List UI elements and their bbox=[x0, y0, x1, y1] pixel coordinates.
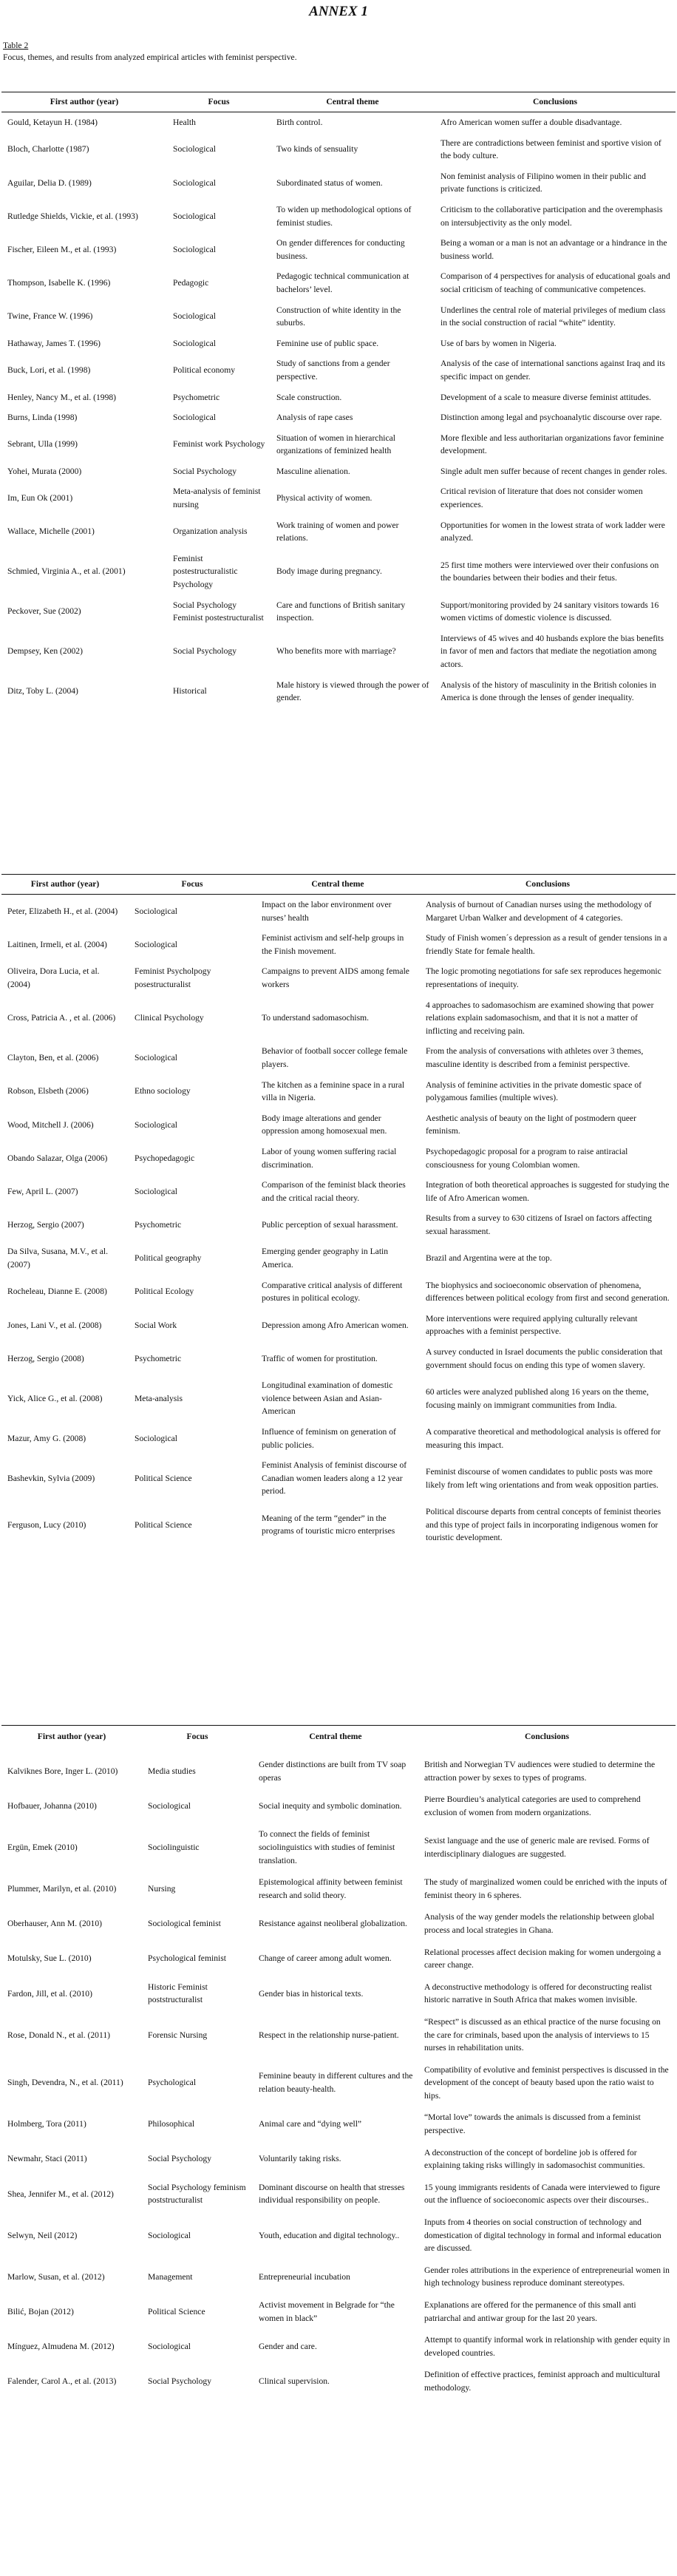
table-row bbox=[1, 1342, 676, 1375]
table-row bbox=[1, 481, 676, 515]
cell-first-author: Twine, France W. (1996) bbox=[7, 311, 93, 322]
cell-conclusions: A deconstruction of the concept of bordeline job is offered for explaining taking risks willingly in sadomasochist communities. bbox=[424, 2147, 645, 2171]
cell-focus: Social Psychology bbox=[173, 466, 237, 476]
cell-central-theme: Respect in the relationship nurse-patient. bbox=[259, 2030, 399, 2040]
header-first-author: First author (year) bbox=[30, 879, 100, 889]
cell-conclusions: Gender roles attributions in the experience of entrepreneurial women in high technology business reproduce dominant stereotypes. bbox=[424, 2265, 670, 2288]
cell-focus: Ethno sociology bbox=[135, 1086, 191, 1097]
cell-focus: Forensic Nursing bbox=[148, 2030, 208, 2040]
table-row bbox=[1, 995, 676, 1042]
cell-conclusions: Integration of both theoretical approaches is suggested for studying the life of Afro American women. bbox=[426, 1180, 670, 1203]
cell-first-author: Rutledge Shields, Vickie, et al. (1993) bbox=[7, 211, 138, 221]
table-row bbox=[1, 515, 676, 549]
cell-conclusions: Definition of effective practices, feminist approach and multicultural methodology. bbox=[424, 2370, 661, 2393]
cell-conclusions: Development of a scale to measure diverse feminist attitudes. bbox=[440, 392, 651, 402]
cell-first-author: Ferguson, Lucy (2010) bbox=[7, 1519, 86, 1530]
cell-central-theme: To widen up methodological options of feminist studies. bbox=[276, 204, 412, 228]
cell-central-theme: Youth, education and digital technology.. bbox=[259, 2230, 400, 2240]
cell-focus: Psychopedagogic bbox=[135, 1153, 195, 1163]
cell-central-theme: Comparative critical analysis of different postures in political ecology. bbox=[262, 1280, 403, 1304]
cell-conclusions: A survey conducted in Israel documents the public consideration that government should focus on ending this type of women slavery. bbox=[426, 1347, 663, 1370]
cell-focus: Political Ecology bbox=[135, 1287, 194, 1297]
table-row bbox=[1, 1455, 676, 1502]
cell-central-theme: Behavior of football soccer college female players. bbox=[262, 1046, 408, 1069]
cell-central-theme: Emerging gender geography in Latin America. bbox=[262, 1247, 389, 1270]
cell-conclusions: Analysis of the case of international sanctions against Iraq and its specific impact on gender. bbox=[440, 359, 665, 382]
header-central-theme: Central theme bbox=[309, 1732, 362, 1741]
cell-conclusions: Opportunities for women in the lowest strata of work ladder were analyzed. bbox=[440, 520, 665, 543]
cell-first-author: Jones, Lani V., et al. (2008) bbox=[7, 1320, 102, 1330]
results-table-part-3 bbox=[1, 1725, 676, 2399]
cell-conclusions: Critical revision of literature that does not consider women experiences. bbox=[440, 487, 643, 510]
table-row bbox=[1, 1976, 676, 2011]
cell-first-author: Plummer, Marilyn, et al. (2010) bbox=[7, 1883, 117, 1894]
cell-first-author: Marlow, Susan, et al. (2012) bbox=[7, 2271, 105, 2282]
table-row bbox=[1, 1309, 676, 1342]
cell-first-author: Gould, Ketayun H. (1984) bbox=[7, 118, 98, 127]
cell-conclusions: Criticism to the collaborative participation and the overemphasis on intersubjectivity as the only model. bbox=[440, 204, 663, 228]
cell-central-theme: Public perception of sexual harassment. bbox=[262, 1220, 398, 1230]
header-conclusions: Conclusions bbox=[525, 1732, 569, 1741]
cell-central-theme: Feminist Analysis of feminist discourse of Canadian women leaders along a 12 year period. bbox=[262, 1460, 407, 1497]
cell-central-theme: To connect the fields of feminist sociolinguistics with studies of feminist translation. bbox=[259, 1829, 395, 1865]
cell-central-theme: Entrepreneurial incubation bbox=[259, 2271, 350, 2282]
cell-conclusions: There are contradictions between feminist and sportive vision of the body culture. bbox=[440, 138, 661, 161]
cell-conclusions: The study of marginalized women could be enriched with the inputs of feminist theory in 6 spheres. bbox=[424, 1877, 667, 1900]
table-row bbox=[1, 266, 676, 299]
cell-conclusions: Analysis of burnout of Canadian nurses using the methodology of Margaret Urban Walker and development of 4 categories. bbox=[426, 900, 652, 923]
cell-first-author: Newmahr, Staci (2011) bbox=[7, 2154, 87, 2164]
cell-first-author: Thompson, Isabelle K. (1996) bbox=[7, 278, 111, 288]
cell-focus: Psychometric bbox=[173, 392, 220, 402]
cell-central-theme: Feminine beauty in different cultures and the relation beauty-health. bbox=[259, 2071, 413, 2095]
table-row bbox=[1, 1942, 676, 1976]
cell-focus: Meta-analysis of feminist nursing bbox=[173, 487, 261, 510]
cell-central-theme: Voluntarily taking risks. bbox=[259, 2154, 341, 2164]
cell-focus: Sociological bbox=[135, 939, 177, 949]
cell-conclusions: Feminist discourse of women candidates to public posts was more likely from left wing orientations and from weak opposition parties. bbox=[426, 1466, 659, 1490]
table-row bbox=[1, 961, 676, 994]
cell-focus: Sociological bbox=[173, 144, 216, 155]
results-table-part-2 bbox=[1, 874, 676, 1548]
cell-conclusions: Non feminist analysis of Filipino women in their public and private functions is criticized. bbox=[440, 171, 646, 194]
cell-first-author: Ditz, Toby L. (2004) bbox=[7, 686, 78, 696]
cell-first-author: Singh, Devendra, N., et al. (2011) bbox=[7, 2078, 123, 2088]
cell-central-theme: Scale construction. bbox=[276, 392, 342, 402]
cell-central-theme: Analysis of rape cases bbox=[276, 413, 353, 423]
cell-conclusions: More interventions were required applying culturally relevant approaches with a feminist perspective. bbox=[426, 1313, 638, 1337]
cell-first-author: Oliveira, Dora Lucia, et al. (2004) bbox=[7, 966, 100, 989]
table-row bbox=[1, 1375, 676, 1422]
cell-focus: Sociological bbox=[148, 2341, 191, 2351]
header-first-author: First author (year) bbox=[50, 97, 119, 106]
cell-first-author: Yohei, Murata (2000) bbox=[7, 466, 82, 476]
table-row bbox=[1, 407, 676, 428]
cell-conclusions: Results from a survey to 630 citizens of Israel on factors affecting sexual harassment. bbox=[426, 1213, 652, 1236]
table-row bbox=[1, 2329, 676, 2364]
cell-first-author: Fischer, Eileen M., et al. (1993) bbox=[7, 244, 117, 254]
cell-conclusions: Inputs from 4 theories on social construction of technology and domestication of digital technology in formal and informal education are discussed. bbox=[424, 2217, 661, 2254]
cell-conclusions: Psychopedagogic proposal for a program to raise antiracial consciousness for young Colombian women. bbox=[426, 1146, 628, 1170]
table-row bbox=[1, 1175, 676, 1208]
cell-central-theme: Physical activity of women. bbox=[276, 493, 372, 504]
table-label: Table 2 bbox=[3, 41, 29, 50]
table-row bbox=[1, 628, 676, 675]
cell-focus: Sociological bbox=[173, 311, 216, 322]
table-row bbox=[1, 1906, 676, 1941]
cell-first-author: Im, Eun Ok (2001) bbox=[7, 493, 73, 504]
cell-first-author: Obando Salazar, Olga (2006) bbox=[7, 1153, 108, 1163]
cell-central-theme: Work training of women and power relations. bbox=[276, 520, 399, 543]
cell-conclusions: Comparison of 4 perspectives for analysis of educational goals and social criticism of teaching of communicative competences. bbox=[440, 271, 670, 294]
table-row bbox=[1, 2260, 676, 2294]
table-row bbox=[1, 675, 676, 708]
cell-focus: Sociological bbox=[148, 1800, 191, 1811]
table-row bbox=[1, 595, 676, 628]
cell-central-theme: Epistemological affinity between feminist research and solid theory. bbox=[259, 1877, 403, 1900]
cell-first-author: Few, April L. (2007) bbox=[7, 1186, 78, 1196]
cell-first-author: Oberhauser, Ann M. (2010) bbox=[7, 1919, 103, 1929]
cell-conclusions: The logic promoting negotiations for safe sex reproduces hegemonic representations of inequity. bbox=[426, 966, 661, 989]
cell-focus: Meta-analysis bbox=[135, 1393, 183, 1403]
cell-first-author: Wood, Mitchell J. (2006) bbox=[7, 1119, 94, 1130]
cell-conclusions: Relational processes affect decision making for women undergoing a career change. bbox=[424, 1947, 661, 1970]
cell-central-theme: Care and functions of British sanitary inspection. bbox=[276, 600, 406, 623]
cell-conclusions: Underlines the central role of material privileges of medium class in the social construction of racial “white” identity. bbox=[440, 305, 666, 328]
header-conclusions: Conclusions bbox=[533, 97, 577, 106]
cell-focus: Sociological bbox=[173, 211, 216, 221]
cell-central-theme: Meaning of the term “gender” in the programs of touristic micro enterprises bbox=[262, 1513, 395, 1536]
cell-focus: Nursing bbox=[148, 1883, 176, 1894]
cell-conclusions: Single adult men suffer because of recent changes in gender roles. bbox=[440, 466, 667, 476]
table-row bbox=[1, 1789, 676, 1823]
cell-focus: Feminist work Psychology bbox=[173, 439, 265, 450]
cell-focus: Social Psychology bbox=[148, 2376, 211, 2387]
cell-focus: Psychological feminist bbox=[148, 1953, 226, 1964]
table-header-row bbox=[1, 875, 676, 895]
cell-focus: Historic Feminist poststructuralist bbox=[148, 1982, 208, 2005]
table-row bbox=[1, 387, 676, 408]
cell-central-theme: Influence of feminism on generation of public policies. bbox=[262, 1427, 396, 1450]
table-row bbox=[1, 1502, 676, 1548]
cell-conclusions: Sexist language and the use of generic male are revised. Forms of interdisciplinary dialogues are suggested. bbox=[424, 1836, 650, 1859]
cell-conclusions: A deconstructive methodology is offered for deconstructing realist historic narrative in South Africa that makes women invisible. bbox=[424, 1982, 652, 2005]
cell-focus: Psychological bbox=[148, 2078, 197, 2088]
cell-central-theme: Animal care and “dying well” bbox=[259, 2119, 362, 2129]
cell-first-author: Sebrant, Ulla (1999) bbox=[7, 439, 78, 450]
table-row bbox=[1, 200, 676, 233]
cell-first-author: Rocheleau, Dianne E. (2008) bbox=[7, 1287, 107, 1297]
table-row bbox=[1, 1208, 676, 1241]
cell-first-author: Laitinen, Irmeli, et al. (2004) bbox=[7, 939, 107, 949]
cell-first-author: Da Silva, Susana, M.V., et al. (2007) bbox=[7, 1247, 108, 1270]
cell-conclusions: More flexible and less authoritarian organizations favor feminine development. bbox=[440, 433, 664, 456]
cell-central-theme: Impact on the labor environment over nurses’ health bbox=[262, 900, 392, 923]
table-row bbox=[1, 1754, 676, 1789]
cell-focus: Sociological bbox=[173, 244, 216, 254]
cell-first-author: Mínguez, Almudena M. (2012) bbox=[7, 2341, 115, 2351]
cell-first-author: Herzog, Sergio (2007) bbox=[7, 1220, 84, 1230]
cell-first-author: Cross, Patricia A. , et al. (2006) bbox=[7, 1013, 116, 1023]
table-row bbox=[1, 1871, 676, 1906]
cell-focus: Social Work bbox=[135, 1320, 177, 1330]
cell-focus: Political Science bbox=[135, 1519, 192, 1530]
table-row bbox=[1, 2294, 676, 2329]
header-conclusions: Conclusions bbox=[525, 879, 570, 889]
table-header-row bbox=[1, 92, 676, 112]
cell-first-author: Rose, Donald N., et al. (2011) bbox=[7, 2030, 110, 2040]
table-row bbox=[1, 2177, 676, 2211]
cell-conclusions: British and Norwegian TV audiences were studied to determine the attraction power by sexes to types of programs. bbox=[424, 1760, 656, 1783]
table-row bbox=[1, 2059, 676, 2107]
cell-conclusions: Compatibility of evolutive and feminist perspectives is discussed in the development of the concept of beauty based upon the ratio waist to hips. bbox=[424, 2064, 669, 2101]
table-caption: Focus, themes, and results from analyzed empirical articles with feminist perspective. bbox=[3, 52, 297, 62]
cell-first-author: Robson, Elsbeth (2006) bbox=[7, 1086, 89, 1097]
cell-first-author: Clayton, Ben, et al. (2006) bbox=[7, 1053, 99, 1063]
cell-conclusions: “Respect” is discussed as an ethical practice of the nurse focusing on the care for criminals, based upon the analysis of interviews to 15 nurses in rehabilitation units. bbox=[424, 2016, 661, 2053]
table-row bbox=[1, 1075, 676, 1108]
cell-focus: Psychometric bbox=[135, 1220, 182, 1230]
table-row bbox=[1, 1422, 676, 1455]
table-body bbox=[1, 112, 676, 708]
cell-central-theme: Subordinated status of women. bbox=[276, 177, 383, 188]
header-first-author: First author (year) bbox=[37, 1732, 106, 1741]
cell-central-theme: Study of sanctions from a gender perspective. bbox=[276, 359, 390, 382]
cell-first-author: Holmberg, Tora (2011) bbox=[7, 2119, 86, 2129]
cell-conclusions: Explanations are offered for the permanence of this small anti patriarchal and antiwar group for the last 20 years. bbox=[424, 2300, 636, 2323]
cell-focus: Political Science bbox=[148, 2306, 205, 2316]
cell-first-author: Bloch, Charlotte (1987) bbox=[7, 144, 89, 155]
cell-central-theme: Gender distinctions are built from TV soap operas bbox=[259, 1760, 406, 1783]
cell-focus: Social Psychology Feminist postestructuralist bbox=[173, 600, 264, 623]
cell-focus: Social Psychology bbox=[148, 2154, 211, 2164]
cell-conclusions: Interviews of 45 wives and 40 husbands explore the bias benefits in favor of men and factors that mediate the negotiation among actors. bbox=[440, 633, 664, 669]
cell-central-theme: Who benefits more with marriage? bbox=[276, 646, 396, 657]
cell-central-theme: Birth control. bbox=[276, 118, 323, 127]
cell-central-theme: Feminist activism and self-help groups in the Finish movement. bbox=[262, 933, 404, 956]
cell-focus: Clinical Psychology bbox=[135, 1013, 204, 1023]
cell-first-author: Buck, Lori, et al. (1998) bbox=[7, 365, 91, 376]
cell-first-author: Mazur, Amy G. (2008) bbox=[7, 1433, 86, 1443]
table-row bbox=[1, 2142, 676, 2177]
cell-central-theme: Masculine alienation. bbox=[276, 466, 350, 476]
table-section-3 bbox=[1, 1725, 676, 2399]
results-table-part-1 bbox=[1, 92, 676, 708]
cell-conclusions: Analysis of feminine activities in the private domestic space of polygamous families (multiple wives). bbox=[426, 1079, 642, 1103]
cell-first-author: Selwyn, Neil (2012) bbox=[7, 2230, 78, 2240]
table-row bbox=[1, 2106, 676, 2141]
header-focus: Focus bbox=[186, 1732, 208, 1741]
table-row bbox=[1, 895, 676, 929]
table-row bbox=[1, 233, 676, 266]
cell-conclusions: From the analysis of conversations with athletes over 3 themes, masculine identity is described from a feminist perspective. bbox=[426, 1046, 644, 1069]
cell-conclusions: 60 articles were analyzed published along 16 years on the theme, focusing mainly on immigrant communities from India. bbox=[426, 1387, 649, 1410]
cell-central-theme: Change of career among adult women. bbox=[259, 1953, 392, 1964]
cell-first-author: Motulsky, Sue L. (2010) bbox=[7, 1953, 92, 1964]
cell-conclusions: Attempt to quantify informal work in relationship with gender equity in developed countries. bbox=[424, 2335, 670, 2358]
cell-focus: Health bbox=[173, 118, 196, 127]
cell-first-author: Herzog, Sergio (2008) bbox=[7, 1353, 84, 1363]
cell-first-author: Yick, Alice G., et al. (2008) bbox=[7, 1393, 103, 1403]
cell-central-theme: Body image during pregnancy. bbox=[276, 566, 382, 577]
cell-central-theme: Construction of white identity in the suburbs. bbox=[276, 305, 401, 328]
table-row bbox=[1, 461, 676, 482]
table-row bbox=[1, 1041, 676, 1074]
cell-first-author: Dempsey, Ken (2002) bbox=[7, 646, 83, 657]
cell-focus: Organization analysis bbox=[173, 526, 248, 537]
cell-first-author: Wallace, Michelle (2001) bbox=[7, 526, 95, 537]
cell-focus: Feminist Psycholpogy posestructuralist bbox=[135, 966, 211, 989]
cell-central-theme: Comparison of the feminist black theories and the critical racial theory. bbox=[262, 1180, 406, 1203]
cell-focus: Social Psychology bbox=[173, 646, 237, 657]
cell-first-author: Kalviknes Bore, Inger L. (2010) bbox=[7, 1766, 118, 1776]
cell-first-author: Peter, Elizabeth H., et al. (2004) bbox=[7, 906, 118, 916]
cell-central-theme: Two kinds of sensuality bbox=[276, 144, 358, 155]
cell-central-theme: Feminine use of public space. bbox=[276, 338, 379, 348]
table-row bbox=[1, 1241, 676, 1275]
cell-conclusions: Support/monitoring provided by 24 sanitary visitors towards 16 women victims of domestic violence is discussed. bbox=[440, 600, 659, 623]
cell-conclusions: Analysis of the way gender models the relationship between global process and local strategies in Ghana. bbox=[424, 1912, 655, 1935]
table-row bbox=[1, 1108, 676, 1142]
cell-central-theme: Activist movement in Belgrade for “the women in black” bbox=[259, 2300, 395, 2323]
table-row bbox=[1, 1275, 676, 1309]
cell-central-theme: Male history is viewed through the power of gender. bbox=[276, 679, 429, 703]
cell-central-theme: Labor of young women suffering racial discrimination. bbox=[262, 1146, 397, 1170]
cell-focus: Political Science bbox=[135, 1473, 192, 1483]
cell-focus: Sociolinguistic bbox=[148, 1842, 200, 1852]
cell-conclusions: Being a woman or a man is not an advantage or a hindrance in the business world. bbox=[440, 238, 667, 261]
cell-central-theme: Campaigns to prevent AIDS among female workers bbox=[262, 966, 409, 989]
table-row bbox=[1, 428, 676, 461]
cell-conclusions: 4 approaches to sadomasochism are examined showing that power relations explain sadomasochism, and that it is not a matter of inflicting and receiving pain. bbox=[426, 1000, 654, 1036]
table-row bbox=[1, 928, 676, 961]
cell-conclusions: Analysis of the history of masculinity in the British colonies in America is done through the lenses of gender inequality. bbox=[440, 679, 656, 703]
table-body bbox=[1, 1754, 676, 2399]
cell-central-theme: Pedagogic technical communication at bachelors’ level. bbox=[276, 271, 409, 294]
table-row bbox=[1, 133, 676, 166]
cell-conclusions: 15 young immigrants residents of Canada were interviewed to figure out the influence of socioeconomic aspects over their discourses.. bbox=[424, 2182, 661, 2206]
table-row bbox=[1, 2211, 676, 2260]
cell-conclusions: Brazil and Argentina were at the top. bbox=[426, 1253, 552, 1264]
header-central-theme: Central theme bbox=[326, 97, 379, 106]
table-row bbox=[1, 549, 676, 595]
cell-central-theme: To understand sadomasochism. bbox=[262, 1013, 370, 1023]
cell-first-author: Fardon, Jill, et al. (2010) bbox=[7, 1988, 92, 1999]
cell-focus: Management bbox=[148, 2271, 193, 2282]
table-row bbox=[1, 2364, 676, 2399]
cell-first-author: Burns, Linda (1998) bbox=[7, 413, 78, 423]
table-section-2 bbox=[1, 874, 676, 1548]
cell-central-theme: Dominant discourse on health that stresses individual responsibility on people. bbox=[259, 2182, 405, 2206]
cell-focus: Sociological bbox=[135, 1119, 177, 1130]
cell-central-theme: On gender differences for conducting business. bbox=[276, 238, 405, 261]
cell-first-author: Shea, Jennifer M., et al. (2012) bbox=[7, 2189, 114, 2199]
cell-first-author: Aguilar, Delia D. (1989) bbox=[7, 177, 92, 188]
cell-conclusions: Aesthetic analysis of beauty on the light of postmodern queer feminism. bbox=[426, 1113, 636, 1136]
cell-first-author: Falender, Carol A., et al. (2013) bbox=[7, 2376, 117, 2387]
cell-focus: Political geography bbox=[135, 1253, 202, 1264]
cell-conclusions: The biophysics and socioeconomic observation of phenomena, differences between political ecology from first and second generation. bbox=[426, 1280, 670, 1304]
cell-central-theme: Social inequity and symbolic domination. bbox=[259, 1800, 402, 1811]
table-body bbox=[1, 895, 676, 1548]
cell-focus: Historical bbox=[173, 686, 207, 696]
cell-first-author: Bashevkin, Sylvia (2009) bbox=[7, 1473, 95, 1483]
cell-focus: Sociological bbox=[173, 338, 216, 348]
cell-conclusions: “Mortal love” towards the animals is discussed from a feminist perspective. bbox=[424, 2112, 641, 2136]
header-focus: Focus bbox=[181, 879, 203, 889]
cell-focus: Sociological feminist bbox=[148, 1919, 221, 1929]
cell-focus: Sociological bbox=[135, 1186, 177, 1196]
cell-focus: Sociological bbox=[135, 1053, 177, 1063]
cell-focus: Psychometric bbox=[135, 1353, 182, 1363]
table-row bbox=[1, 166, 676, 200]
table-row bbox=[1, 300, 676, 333]
cell-central-theme: Depression among Afro American women. bbox=[262, 1320, 409, 1330]
cell-conclusions: 25 first time mothers were interviewed over their confusions on the boundaries between their bodies and their fetus. bbox=[440, 560, 659, 583]
cell-first-author: Hofbauer, Johanna (2010) bbox=[7, 1800, 97, 1811]
cell-first-author: Ergün, Emek (2010) bbox=[7, 1842, 78, 1852]
cell-focus: Sociological bbox=[173, 177, 216, 188]
header-focus: Focus bbox=[208, 97, 230, 106]
cell-focus: Media studies bbox=[148, 1766, 196, 1776]
cell-focus: Feminist postestructuralistic Psychology bbox=[173, 553, 238, 590]
table-section-1 bbox=[1, 92, 676, 708]
cell-central-theme: Resistance against neoliberal globalization. bbox=[259, 1919, 407, 1929]
cell-central-theme: Gender and care. bbox=[259, 2341, 317, 2351]
cell-central-theme: Situation of women in hierarchical organizations of feminized health bbox=[276, 433, 395, 456]
cell-focus: Sociological bbox=[173, 413, 216, 423]
cell-first-author: Schmied, Virginia A., et al. (2001) bbox=[7, 566, 126, 577]
cell-focus: Pedagogic bbox=[173, 278, 209, 288]
cell-central-theme: The kitchen as a feminine space in a rural villa in Nigeria. bbox=[262, 1079, 405, 1103]
table-row bbox=[1, 1142, 676, 1175]
cell-first-author: Hathaway, James T. (1996) bbox=[7, 338, 101, 348]
cell-conclusions: Pierre Bourdieu’s analytical categories are used to comprehend exclusion of women from modern organizations. bbox=[424, 1794, 641, 1817]
cell-conclusions: Study of Finish women´s depression as a result of gender tensions in a friendly State for female health. bbox=[426, 933, 667, 956]
table-row bbox=[1, 2011, 676, 2059]
cell-central-theme: Longitudinal examination of domestic violence between Asian and Asian-American bbox=[262, 1380, 393, 1417]
cell-conclusions: A comparative theoretical and methodological analysis is offered for measuring this impact. bbox=[426, 1427, 661, 1450]
table-header-row bbox=[1, 1726, 676, 1755]
cell-first-author: Henley, Nancy M., et al. (1998) bbox=[7, 392, 117, 402]
cell-focus: Sociological bbox=[148, 2230, 191, 2240]
table-row bbox=[1, 112, 676, 133]
cell-central-theme: Gender bias in historical texts. bbox=[259, 1988, 364, 1999]
header-central-theme: Central theme bbox=[311, 879, 364, 889]
cell-first-author: Bilić, Bojan (2012) bbox=[7, 2306, 74, 2316]
cell-conclusions: Afro American women suffer a double disadvantage. bbox=[440, 118, 622, 127]
cell-central-theme: Clinical supervision. bbox=[259, 2376, 330, 2387]
cell-conclusions: Political discourse departs from central concepts of feminist theories and this type of project fails in incorporating indigenous women for touristic development. bbox=[426, 1506, 661, 1543]
cell-central-theme: Traffic of women for prostitution. bbox=[262, 1353, 378, 1363]
cell-focus: Social Psychology feminism poststructuralist bbox=[148, 2182, 246, 2206]
cell-conclusions: Distinction among legal and psychoanalytic discourse over rape. bbox=[440, 413, 662, 423]
table-row bbox=[1, 1823, 676, 1871]
cell-focus: Political economy bbox=[173, 365, 236, 376]
cell-conclusions: Use of bars by women in Nigeria. bbox=[440, 338, 557, 348]
cell-first-author: Peckover, Sue (2002) bbox=[7, 606, 81, 617]
table-row bbox=[1, 353, 676, 387]
cell-focus: Philosophical bbox=[148, 2119, 195, 2129]
table-row bbox=[1, 333, 676, 354]
cell-central-theme: Body image alterations and gender oppression among homosexual men. bbox=[262, 1113, 387, 1136]
cell-focus: Sociological bbox=[135, 1433, 177, 1443]
cell-focus: Sociological bbox=[135, 906, 177, 916]
annex-title: ANNEX 1 bbox=[309, 4, 368, 19]
